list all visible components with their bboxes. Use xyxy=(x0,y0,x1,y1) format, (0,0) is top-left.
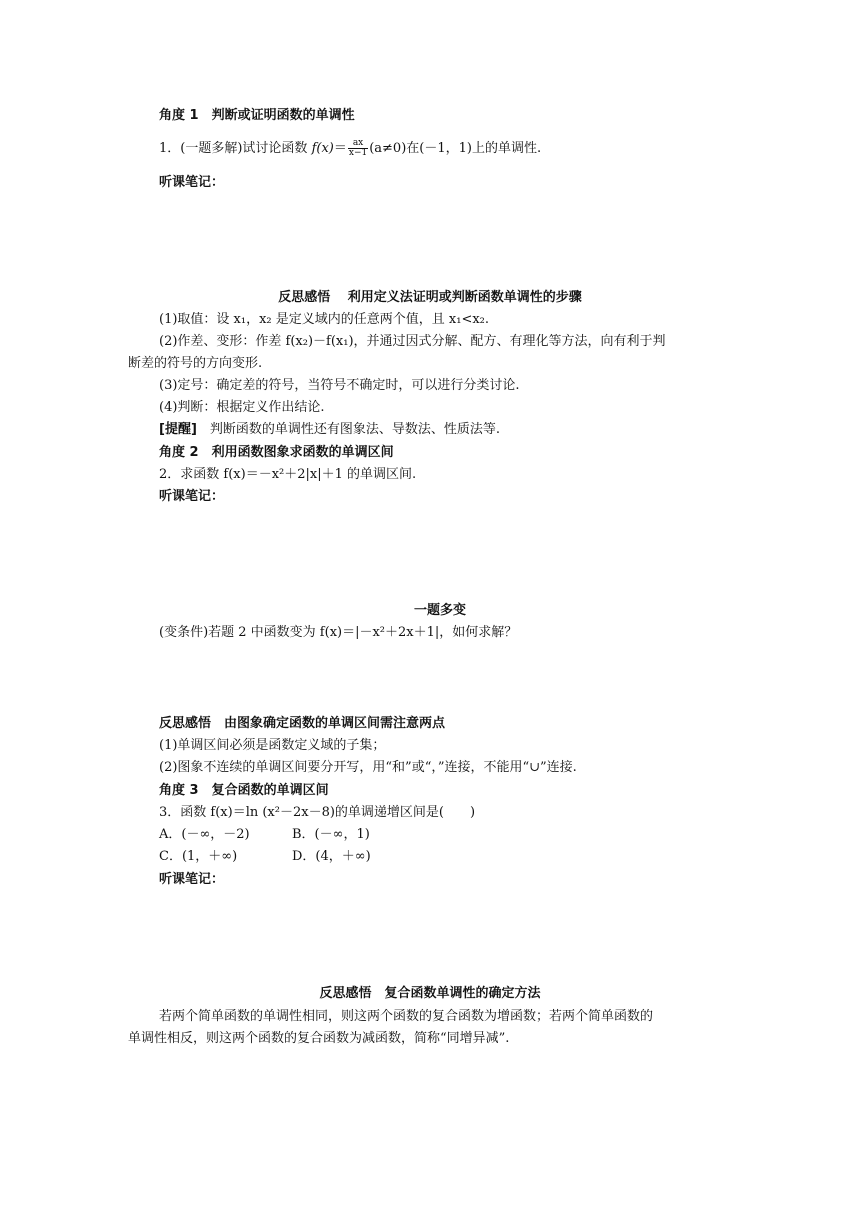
reflection2-point1: (1)单调区间必须是函数定义域的子集； xyxy=(159,738,386,753)
option-a: A．(－∞，－2) xyxy=(159,827,250,842)
reflection1-step4: (4)判断：根据定义作出结论. xyxy=(159,400,325,415)
variant-title: 一题多变 xyxy=(414,603,467,618)
reflection1-tip xyxy=(159,421,500,439)
q1-numerator: ax xyxy=(348,139,368,149)
q1-suffix: (a≠0)在(－1，1)上的单调性. xyxy=(369,141,542,156)
reflection-title-2: 反思感悟 由图象确定函数的单调区间需注意两点 xyxy=(159,716,446,731)
reflection-title-1: 反思感悟 利用定义法证明或判断函数单调性的步骤 xyxy=(278,290,582,305)
tip-label: [提醒] xyxy=(159,422,197,437)
reflection3-para1: 若两个简单函数的单调性相同，则这两个函数的复合函数为增函数；若两个简单函数的 xyxy=(159,1009,654,1024)
section-heading-angle1: 角度 1 判断或证明函数的单调性 xyxy=(159,108,355,123)
section-heading-angle3: 角度 3 复合函数的单调区间 xyxy=(159,783,329,798)
question-2: 2．求函数 f(x)＝－x²＋2|x|＋1 的单调区间. xyxy=(159,467,417,482)
q1-eq: ＝ xyxy=(333,141,347,156)
question-1 xyxy=(159,139,541,158)
tip-text: 判断函数的单调性还有图象法、导数法、性质法等. xyxy=(196,422,501,437)
option-b: B．(－∞，1) xyxy=(292,827,370,842)
q1-denominator: x−1 xyxy=(348,148,368,158)
reflection1-step1: (1)取值：设 x₁，x₂ 是定义域内的任意两个值，且 x₁<x₂. xyxy=(159,312,490,327)
section-heading-angle2: 角度 2 利用函数图象求函数的单调区间 xyxy=(159,445,394,460)
notes-label-1: 听课笔记： xyxy=(159,175,225,190)
reflection3-para2: 单调性相反，则这两个函数的复合函数为减函数，简称“同增异减”. xyxy=(128,1031,510,1046)
option-c: C．(1，＋∞) xyxy=(159,849,238,864)
q1-fraction xyxy=(348,139,368,158)
question-3: 3．函数 f(x)＝ln (x²－2x－8)的单调递增区间是( ) xyxy=(159,805,476,820)
notes-label-3: 听课笔记： xyxy=(159,872,225,887)
reflection1-step3: (3)定号：确定差的符号，当符号不确定时，可以进行分类讨论. xyxy=(159,378,520,393)
notes-label-2: 听课笔记： xyxy=(159,489,225,504)
reflection2-point2: (2)图象不连续的单调区间要分开写，用“和”或“，”连接，不能用“∪”连接. xyxy=(159,760,577,775)
reflection1-step2b: 断差的符号的方向变形. xyxy=(128,356,263,371)
reflection-title-3: 反思感悟 复合函数单调性的确定方法 xyxy=(319,986,541,1001)
q1-fx: f(x) xyxy=(311,141,334,156)
option-d: D．(4，＋∞) xyxy=(292,849,371,864)
q1-prefix: 1．(一题多解)试讨论函数 xyxy=(159,141,312,156)
reflection1-step2a: (2)作差、变形：作差 f(x₂)－f(x₁)，并通过因式分解、配方、有理化等方法，向有利于判 xyxy=(159,334,666,349)
variant-text: (变条件)若题 2 中函数变为 f(x)＝|－x²＋2x＋1|，如何求解？ xyxy=(159,625,518,640)
